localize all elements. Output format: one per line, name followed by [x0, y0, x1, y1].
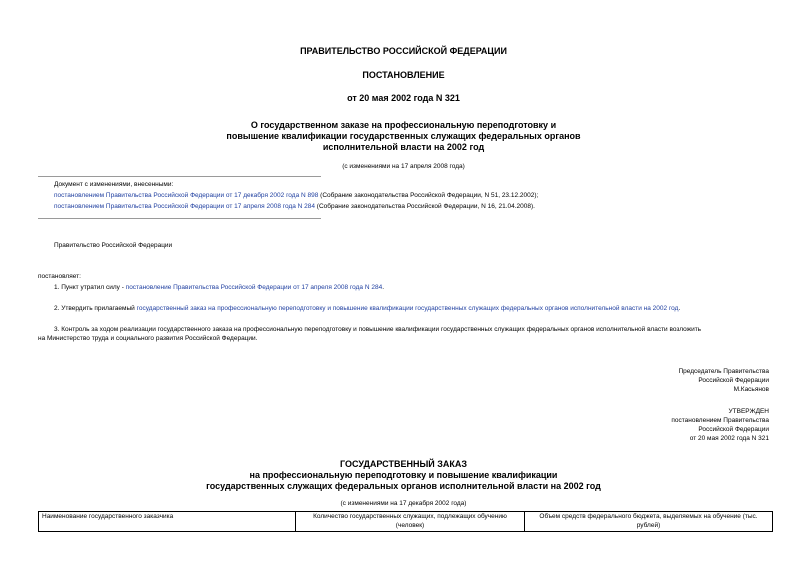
state-order-link[interactable]: государственный заказ на профессиональную переподготовку и повышение квалификации государственных служащих федеральных органов исполнительной власти на 2002 год — [136, 305, 679, 312]
amendment-source: (Собрание законодательства Российской Федерации, N 16, 21.04.2008). — [315, 203, 535, 210]
paragraph-text: 1. Пункт утратил силу - — [54, 284, 126, 291]
signature-block — [560, 367, 769, 394]
column-header-staff-count: Количество государственных служащих, подлежащих обучению (человек) — [296, 512, 525, 532]
paragraph-text: на Министерство труда и социального развития Российской Федерации. — [38, 335, 258, 342]
paragraph-3 — [38, 325, 783, 343]
signature-line: Председатель Правительства — [678, 368, 769, 375]
title-line: повышение квалификации государственных служащих федеральных органов — [226, 131, 581, 141]
state-order-subtitle: на профессиональную переподготовку и повышение квалификации — [249, 470, 558, 480]
approval-line: Российской Федерации — [698, 426, 769, 433]
signature-line: Российской Федерации — [698, 377, 769, 384]
resolves-word: постановляет: — [38, 273, 81, 280]
approval-line: УТВЕРЖДЕН — [728, 408, 769, 415]
approval-line: от 20 мая 2002 года N 321 — [689, 435, 769, 442]
approval-line: постановлением Правительства — [671, 417, 769, 424]
state-order-table — [38, 511, 773, 532]
approval-block — [560, 407, 769, 443]
paragraph-text: . — [382, 284, 385, 291]
title-line: О государственном заказе на профессиональную переподготовку и — [250, 120, 557, 130]
divider — [38, 218, 321, 219]
amendment-link[interactable]: постановлением Правительства Российской Федерации от 17 декабря 2002 года N 898 — [54, 192, 319, 199]
paragraph-1 — [54, 283, 774, 292]
amendments-intro: Документ с изменениями, внесенными: — [54, 181, 174, 188]
state-order-title: ГОСУДАРСТВЕННЫЙ ЗАКАЗ — [339, 459, 468, 469]
column-header-budget: Объем средств федерального бюджета, выделяемых на обучение (тыс. рублей) — [525, 512, 773, 532]
amendment-link[interactable]: постановлением Правительства Российской Федерации от 17 апреля 2008 года N 284 — [54, 203, 315, 210]
order-changes-note: (с изменениями на 17 декабря 2002 года) — [340, 500, 467, 507]
amendments-block — [54, 180, 774, 211]
amendment-item — [54, 191, 774, 200]
state-order-subtitle: государственных служащих федеральных органов исполнительной власти на 2002 год — [206, 481, 601, 491]
amendment-source: (Собрание законодательства Российской Федерации, N 51, 23.12.2002); — [318, 192, 539, 199]
document-title — [0, 120, 807, 153]
paragraph-text: 2. Утвердить прилагаемый — [54, 305, 137, 312]
paragraph-2 — [54, 304, 784, 313]
column-header-customer: Наименование государственного заказчика — [39, 512, 296, 532]
table-header-row — [39, 512, 773, 532]
changes-note: (с изменениями на 17 апреля 2008 года) — [342, 163, 465, 170]
amendment-item — [54, 202, 774, 211]
state-order-heading — [0, 459, 807, 492]
paragraph-text: . — [678, 305, 681, 312]
title-line: исполнительной власти на 2002 год — [322, 142, 485, 152]
government-line: Правительство Российской Федерации — [54, 242, 173, 249]
document-date-number: от 20 мая 2002 года N 321 — [347, 93, 460, 103]
document-type: ПОСТАНОВЛЕНИЕ — [362, 70, 445, 80]
government-heading: ПРАВИТЕЛЬСТВО РОССИЙСКОЙ ФЕДЕРАЦИИ — [300, 46, 507, 56]
paragraph-text: 3. Контроль за ходом реализации государственного заказа на профессиональную переподготовку и повышение квалификации государственных служащих федеральных органов исполнительной власти возложить — [54, 326, 702, 333]
repeal-link[interactable]: постановление Правительства Российской Федерации от 17 апреля 2008 года N 284 — [125, 284, 383, 291]
divider — [38, 176, 321, 177]
signature-line: М.Касьянов — [733, 386, 769, 393]
